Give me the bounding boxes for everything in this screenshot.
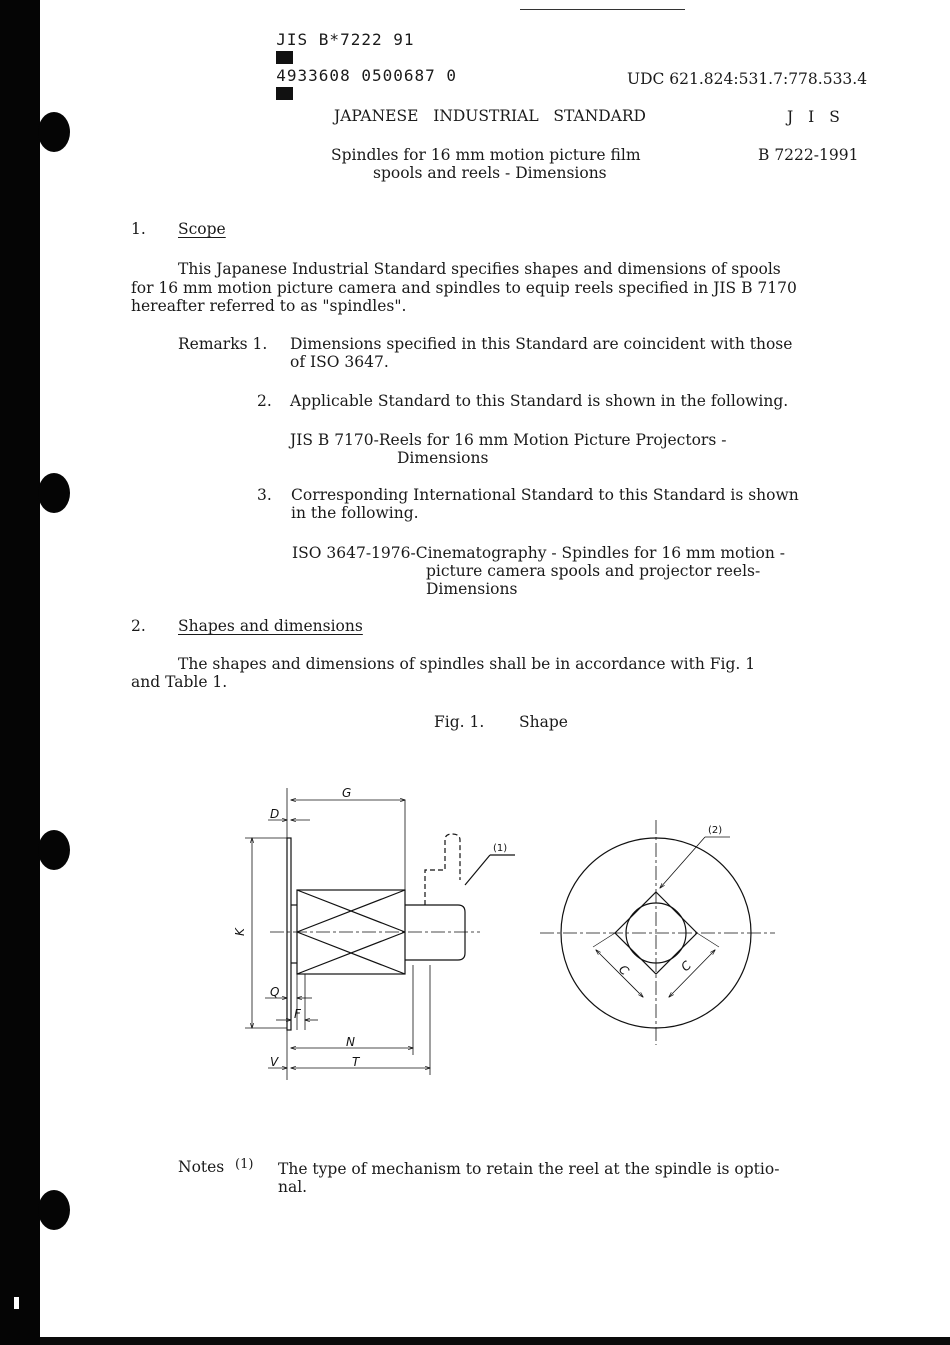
note-1-text: nal. [278, 1178, 308, 1196]
remark-3-text: Corresponding International Standard to this Standard is shown [291, 486, 799, 504]
dim-label-t: T [352, 1055, 360, 1069]
note-mark-1: (1) [493, 843, 508, 854]
note-1-text: The type of mechanism to retain the reel at the spindle is optio- [278, 1160, 780, 1178]
reference-jis: Dimensions [397, 449, 489, 467]
scope-paragraph-line: This Japanese Industrial Standard specifies shapes and dimensions of spools [178, 260, 781, 278]
section-2-heading: Shapes and dimensions [178, 617, 363, 635]
figure-caption-number: Fig. 1. [434, 713, 485, 731]
jis-mark: J I S [787, 108, 845, 126]
note-mark-2: (2) [708, 825, 723, 836]
title-line-1: Spindles for 16 mm motion picture film [331, 146, 641, 164]
figure-caption-title: Shape [519, 713, 568, 731]
remark-3-text: in the following. [291, 504, 419, 522]
remark-1-text: of ISO 3647. [290, 353, 389, 371]
section-2-number: 2. [131, 617, 146, 635]
section-1-number: 1. [131, 220, 146, 238]
reference-iso: Dimensions [426, 580, 518, 598]
shapes-paragraph-line: The shapes and dimensions of spindles shall be in accordance with Fig. 1 [178, 655, 756, 673]
dim-label-f: F [294, 1007, 301, 1021]
retainer-mechanism [425, 834, 460, 905]
header-code-part1: JIS B*7222 91 [276, 30, 415, 49]
dim-label-d: D [270, 807, 280, 821]
dim-label-k: K [233, 928, 247, 936]
remarks-label: Remarks 1. [178, 335, 268, 353]
reference-iso: picture camera spools and projector reels- [426, 562, 761, 580]
remark-2-text: Applicable Standard to this Standard is shown in the following. [290, 392, 789, 410]
remark-2-number: 2. [257, 392, 272, 410]
reference-iso: ISO 3647-1976-Cinematography - Spindles for 16 mm motion - [292, 544, 786, 562]
udc-code: UDC 621.824:531.7:778.533.4 [627, 70, 868, 88]
spindle-flange [287, 838, 291, 1030]
notes-label: Notes [178, 1158, 225, 1176]
scope-paragraph-line: hereafter referred to as "spindles". [131, 297, 407, 315]
reference-jis: JIS B 7170-Reels for 16 mm Motion Picture Projectors - [290, 431, 727, 449]
dim-label-c-left: C [615, 962, 632, 979]
shapes-paragraph-line: and Table 1. [131, 673, 228, 691]
dim-label-n: N [346, 1035, 355, 1049]
spindle-tip [405, 905, 465, 960]
section-1-heading: Scope [178, 220, 226, 238]
remark-1-text: Dimensions specified in this Standard are coincident with those [290, 335, 793, 353]
standard-number: B 7222-1991 [758, 146, 859, 164]
dim-label-v: V [270, 1055, 279, 1069]
dim-label-c-right: C [678, 958, 695, 975]
remark-3-number: 3. [257, 486, 272, 504]
dim-label-g: G [342, 786, 352, 800]
standard-organization: JAPANESE INDUSTRIAL STANDARD [334, 107, 646, 125]
dim-label-q: Q [270, 985, 280, 999]
notes-mark: (1) [235, 1157, 254, 1172]
title-line-2: spools and reels - Dimensions [373, 164, 607, 182]
scope-paragraph-line: for 16 mm motion picture camera and spindles to equip reels specified in JIS B 7170 [131, 279, 797, 297]
header-code-part2: 4933608 0500687 0 [276, 66, 458, 85]
